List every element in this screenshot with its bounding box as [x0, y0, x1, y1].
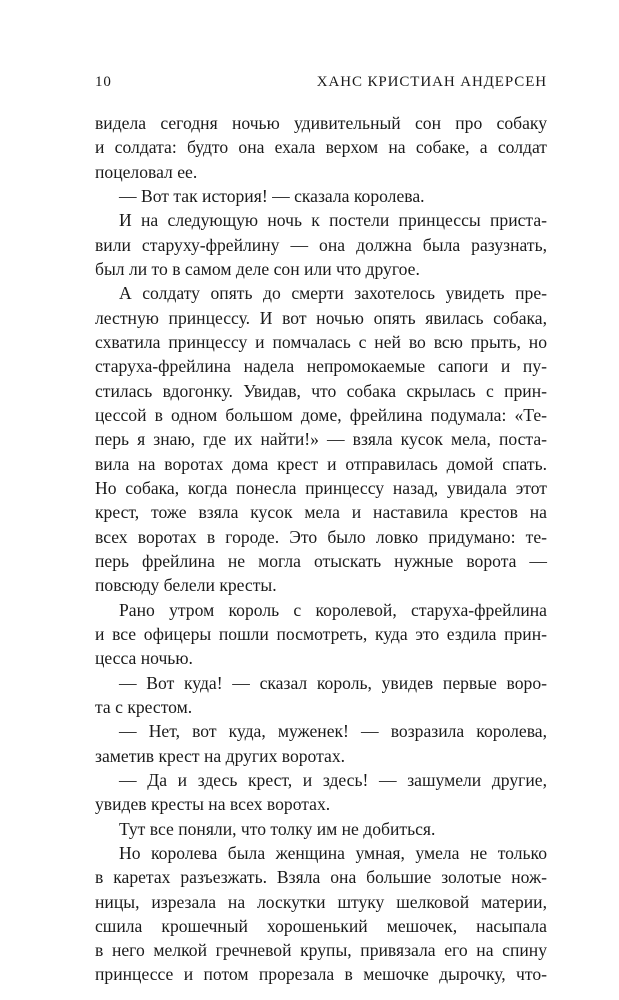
- text-line: — Вот куда! — сказал король, увидев первые воро-: [119, 672, 547, 693]
- text-line: всех воротах в городе. Это было ловко придумано: те-: [95, 526, 547, 547]
- body-text: [95, 111, 547, 987]
- text-line: и солдата: будто она ехала верхом на собаке, а солдат: [95, 137, 547, 158]
- text-line: вила на воротах дома крест и отправилась домой спать.: [95, 453, 547, 474]
- text-line: крест, тоже взяла кусок мела и наставила крестов на: [95, 502, 547, 523]
- text-line: повсюду белели кресты.: [95, 575, 277, 596]
- text-line: сшила крошечный хорошенький мешочек, насыпала: [95, 915, 547, 936]
- text-line: и все офицеры пошли посмотреть, куда это ездила прин-: [95, 623, 547, 644]
- text-line: лестную принцессу. И вот ночью опять явилась собака,: [95, 307, 547, 328]
- running-head: ХАНС КРИСТИАН АНДЕРСЕН: [316, 74, 547, 90]
- text-line: Но королева была женщина умная, умела не только: [119, 842, 547, 863]
- text-line: Тут все поняли, что толку им не добиться.: [119, 818, 436, 839]
- text-line: был ли то в самом деле сон или что другое.: [95, 258, 420, 279]
- text-line: стилась вдогонку. Увидав, что собака скрылась с прин-: [95, 380, 547, 401]
- text-line: поцеловал ее.: [95, 161, 198, 182]
- text-line: Рано утром король с королевой, старуха-фрейлина: [119, 599, 547, 620]
- text-line: в него мелкой гречневой крупы, привязала его на спину: [95, 940, 547, 961]
- text-line: видела сегодня ночью удивительный сон про собаку: [95, 113, 547, 133]
- page-header: [95, 74, 547, 96]
- text-line: та с крестом.: [95, 696, 193, 717]
- text-line: — Да и здесь крест, и здесь! — зашумели другие,: [119, 769, 547, 790]
- text-line: заметив крест на других воротах.: [95, 745, 346, 766]
- text-line: ницы, изрезала на лоскутки штуку шелковой материи,: [95, 891, 547, 912]
- text-line: в каретах разъезжать. Взяла она большие золотые нож-: [95, 867, 547, 888]
- text-line: увидев кресты на всех воротах.: [95, 794, 331, 815]
- page-number: 10: [95, 74, 112, 90]
- text-line: А солдату опять до смерти захотелось увидеть пре-: [119, 283, 547, 304]
- text-line: перь я знаю, где их найти!» — взяла кусок мела, поста-: [95, 429, 547, 450]
- text-line: цессой в одном большом доме, фрейлина подумала: «Те-: [95, 404, 547, 425]
- text-line: цесса ночью.: [95, 648, 193, 669]
- text-line: старуха-фрейлина надела непромокаемые сапоги и пу-: [95, 356, 547, 377]
- text-line: принцессе и потом прорезала в мешочке дырочку, что-: [95, 964, 547, 985]
- text-line: — Нет, вот куда, муженек! — возразила королева,: [119, 721, 547, 742]
- text-line: вили старуху-фрейлину — она должна была разузнать,: [95, 234, 547, 255]
- text-line: — Вот так история! — сказала королева.: [119, 185, 425, 206]
- text-line: Но собака, когда понесла принцессу назад, увидала этот: [95, 477, 547, 498]
- text-line: перь фрейлина не могла отыскать нужные ворота —: [95, 550, 547, 571]
- text-line: И на следующую ночь к постели принцессы приста-: [119, 210, 547, 231]
- text-line: схватила принцессу и помчалась с ней во всю прыть, но: [95, 331, 547, 352]
